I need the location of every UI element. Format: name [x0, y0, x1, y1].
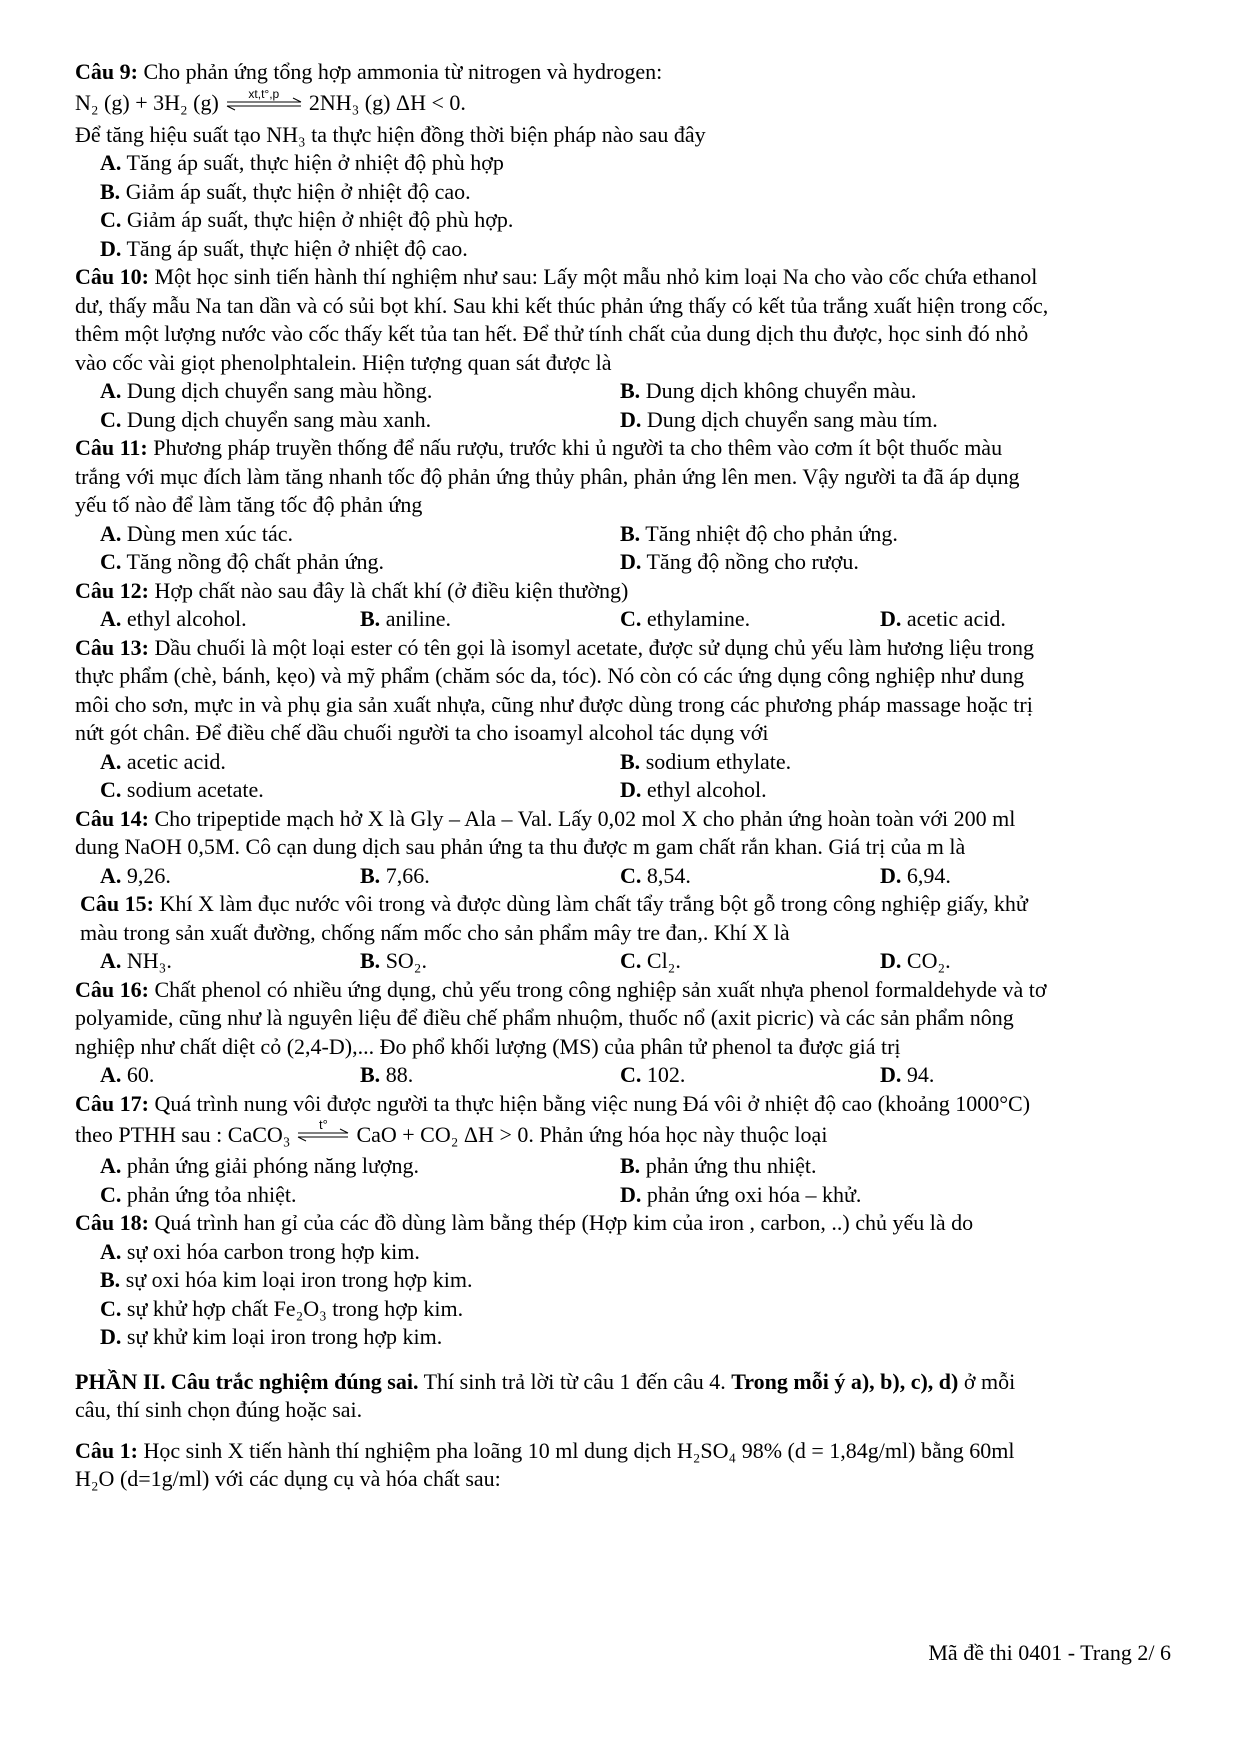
option-a[interactable]: A. phản ứng giải phóng năng lượng.	[100, 1153, 420, 1178]
question-label: Câu 15:	[80, 891, 154, 916]
option-d[interactable]: D. 6,94.	[880, 862, 951, 888]
answer-options	[100, 748, 1185, 805]
option-a[interactable]: A. Dung dịch chuyển sang màu hồng.	[100, 378, 433, 403]
answer-options	[100, 947, 1185, 976]
option-b[interactable]: B. SO₂.	[360, 948, 427, 973]
option-c[interactable]: C. 8,54.	[620, 862, 691, 888]
equation-products: CaO + CO₂ ΔH > 0. Phản ứng hóa học này thuộc loại	[356, 1121, 828, 1147]
option-b[interactable]: B. phản ứng thu nhiệt.	[620, 1153, 817, 1178]
question-label: Câu 17:	[75, 1090, 149, 1116]
option-d[interactable]: D. Tăng độ nồng cho rượu.	[620, 549, 859, 574]
option-b[interactable]: B. 88.	[360, 1062, 414, 1087]
question-16: Câu 16: Chất phenol có nhiều ứng dụng, chủ yếu trong công nghiệp sản xuất nhựa phenol formaldehyde và tơ polyamide, cũng như là nguyên liệu để điều chế phẩm nhuộm, thuốc nổ (axit picric) và các sản phẩm nông nghiệp như chất diệt cỏ (2,4-D),... Đo phổ khối lượng (MS) của phân tử phenol ta được giá trị A. 60. B. 88. C. 102. D. 94.	[75, 976, 1185, 1090]
question-15: Câu 15: Khí X làm đục nước vôi trong và được dùng làm chất tẩy trắng bột gỗ trong công nghiệp giấy, khử màu trong sản xuất đường, chống nấm mốc cho sản phẩm mây tre đan,. Khí X là A. NH₃. B. SO₂. C. Cl₂. D. CO₂.	[75, 890, 1185, 976]
option-d[interactable]: D. phản ứng oxi hóa – khử.	[620, 1181, 862, 1207]
option-b[interactable]: B. Dung dịch không chuyển màu.	[620, 378, 917, 403]
question-label: Câu 1:	[75, 1437, 138, 1463]
section-2-header: PHẦN II. Câu trắc nghiệm đúng sai. Thí sinh trả lời từ câu 1 đến câu 4. Trong mỗi ý a), b), c), d) ở mỗi câu, thí sinh chọn đúng hoặc sai.	[75, 1368, 1016, 1422]
option-a[interactable]: A. Dùng men xúc tác.	[100, 520, 294, 546]
answer-options	[100, 605, 1185, 634]
option-a[interactable]: A. ethyl alcohol.	[100, 606, 247, 631]
option-d[interactable]: D. sự khử kim loại iron trong hợp kim.	[100, 1324, 443, 1349]
option-c[interactable]: C. ethylamine.	[620, 606, 751, 631]
option-a[interactable]: A. 60.	[100, 1062, 155, 1087]
question-13: Câu 13: Dầu chuối là một loại ester có tên gọi là isomyl acetate, được sử dụng chủ yếu làm hương liệu trong thực phẩm (chè, bánh, kẹo) và mỹ phẩm (chăm sóc da, tóc). Nó còn có các ứng dụng công nghiệp như dung môi cho sơn, mực in và phụ gia sản xuất nhựa, cũng như được dùng trong các phương pháp massage hoặc trị nứt gót chân. Để điều chế dầu chuối người ta cho isoamyl alcohol tác dụng với A. acetic acid. B. sodium ethylate. C. sodium acetate. D. ethyl alcohol.	[75, 634, 1185, 805]
option-d[interactable]: D. 94.	[880, 1062, 935, 1087]
option-d[interactable]: D. Tăng áp suất, thực hiện ở nhiệt độ cao.	[100, 235, 468, 261]
exam-page	[75, 58, 1185, 1494]
question-label: Câu 11:	[75, 435, 148, 460]
reaction-conditions: xt,t°,p	[248, 86, 280, 101]
question-label: Câu 14:	[75, 805, 149, 831]
answer-options	[100, 149, 1185, 263]
page-footer: Mã đề thi 0401 - Trang 2/ 6	[928, 1640, 1171, 1665]
reaction-equation	[75, 87, 1185, 121]
option-a[interactable]: A. Tăng áp suất, thực hiện ở nhiệt độ phù hợp	[100, 150, 504, 175]
question-17: Câu 17: Quá trình nung vôi được người ta thực hiện bằng việc nung Đá vôi ở nhiệt độ cao (khoảng 1000°C) theo PTHH sau : CaCO₃ t° CaO + CO₂ ΔH > 0. Phản ứng hóa học này thuộc loại A. phản ứng giải phóng năng lượng. B. phản ứng thu nhiệt. C. phản ứng tỏa nhiệt. D. phản ứng oxi hóa – khử.	[75, 1090, 1185, 1210]
option-d[interactable]: D. acetic acid.	[880, 606, 1006, 631]
question-text: Cho phản ứng tổng hợp ammonia từ nitrogen và hydrogen:	[137, 59, 663, 84]
option-c[interactable]: C. 102.	[620, 1062, 686, 1087]
option-b[interactable]: B. Giảm áp suất, thực hiện ở nhiệt độ cao.	[100, 178, 471, 204]
answer-options	[100, 862, 1185, 891]
option-b[interactable]: B. sodium ethylate.	[620, 748, 792, 774]
answer-options	[100, 520, 1185, 577]
option-a[interactable]: A. sự oxi hóa carbon trong hợp kim.	[100, 1238, 420, 1264]
equation-reactants: theo PTHH sau : CaCO₃	[75, 1121, 291, 1147]
option-b[interactable]: B. Tăng nhiệt độ cho phản ứng.	[620, 520, 898, 546]
option-a[interactable]: A. acetic acid.	[100, 748, 226, 774]
option-c[interactable]: C. sự khử hợp chất Fe₂O₃ trong hợp kim.	[100, 1295, 464, 1321]
option-d[interactable]: D. ethyl alcohol.	[620, 777, 767, 802]
question-label: Câu 9:	[75, 59, 138, 84]
option-c[interactable]: C. sodium acetate.	[100, 777, 264, 802]
option-c[interactable]: C. Giảm áp suất, thực hiện ở nhiệt độ phù hợp.	[100, 207, 514, 232]
question-14: Câu 14: Cho tripeptide mạch hở X là Gly – Ala – Val. Lấy 0,02 mol X cho phản ứng hoàn toàn với 200 ml dung NaOH 0,5M. Cô cạn dung dịch sau phản ứng ta thu được m gam chất rắn khan. Giá trị của m là A. 9,26. B. 7,66. C. 8,54. D. 6,94.	[75, 805, 1185, 891]
reaction-equation	[75, 1118, 1185, 1152]
question-label: Câu 13:	[75, 634, 149, 660]
question-label: Câu 12:	[75, 577, 149, 603]
option-c[interactable]: C. Cl₂.	[620, 948, 681, 973]
option-b[interactable]: B. aniline.	[360, 606, 452, 631]
option-c[interactable]: C. phản ứng tỏa nhiệt.	[100, 1181, 297, 1207]
question-11: Câu 11: Phương pháp truyền thống để nấu rượu, trước khi ủ người ta cho thêm vào cơm ít bột thuốc màu trắng với mục đích làm tăng nhanh tốc độ phản ứng thủy phân, phản ứng lên men. Vậy người ta đã áp dụng yếu tố nào để làm tăng tốc độ phản ứng A. Dùng men xúc tác. B. Tăng nhiệt độ cho phản ứng. C. Tăng nồng độ chất phản ứng. D. Tăng độ nồng cho rượu.	[75, 434, 1185, 577]
section-title: PHẦN II. Câu trắc nghiệm đúng sai.	[75, 1368, 419, 1394]
equilibrium-arrow-icon	[225, 86, 303, 116]
equation-products: 2NH₃ (g) ΔH < 0.	[308, 90, 466, 116]
option-d[interactable]: D. CO₂.	[880, 948, 951, 973]
option-a[interactable]: A. NH₃.	[100, 948, 172, 973]
answer-options	[100, 1238, 1185, 1352]
question-stem: Để tăng hiệu suất tạo NH₃ ta thực hiện đồng thời biện pháp nào sau đây	[75, 121, 706, 147]
part2-question-1: Câu 1: Học sinh X tiến hành thí nghiệm pha loãng 10 ml dung dịch H₂SO₄ 98% (d = 1,84g/ml) bằng 60ml H₂O (d=1g/ml) với các dụng cụ và hóa chất sau:	[75, 1437, 1015, 1491]
question-18: Câu 18: Quá trình han gỉ của các đồ dùng làm bằng thép (Hợp kim của iron , carbon, ..) chủ yếu là do A. sự oxi hóa carbon trong hợp kim. B. sự oxi hóa kim loại iron trong hợp kim. C. sự khử hợp chất Fe₂O₃ trong hợp kim. D. sự khử kim loại iron trong hợp kim.	[75, 1209, 1185, 1352]
option-c[interactable]: C. Dung dịch chuyển sang màu xanh.	[100, 406, 432, 432]
option-b[interactable]: B. sự oxi hóa kim loại iron trong hợp kim.	[100, 1267, 473, 1292]
answer-options	[100, 1152, 1185, 1209]
question-label: Câu 18:	[75, 1210, 149, 1235]
question-12: Câu 12: Hợp chất nào sau đây là chất khí (ở điều kiện thường) A. ethyl alcohol. B. aniline. C. ethylamine. D. acetic acid.	[75, 577, 1185, 634]
equilibrium-arrow-icon	[296, 1117, 350, 1147]
answer-options	[100, 1061, 1185, 1090]
question-label: Câu 16:	[75, 976, 149, 1002]
option-c[interactable]: C. Tăng nồng độ chất phản ứng.	[100, 549, 385, 574]
reaction-conditions: t°	[319, 1117, 328, 1132]
option-a[interactable]: A. 9,26.	[100, 862, 171, 888]
question-9	[75, 58, 1185, 263]
question-label: Câu 10:	[75, 264, 149, 289]
question-10: Câu 10: Một học sinh tiến hành thí nghiệm như sau: Lấy một mẫu nhỏ kim loại Na cho vào cốc chứa ethanol dư, thấy mẫu Na tan dần và có sủi bọt khí. Sau khi kết thúc phản ứng thấy có kết tủa trắng xuất hiện trong cốc, thêm một lượng nước vào cốc thấy kết tủa tan hết. Để thử tính chất của dung dịch thu được, học sinh đó nhỏ vào cốc vài giọt phenolphtalein. Hiện tượng quan sát được là A. Dung dịch chuyển sang màu hồng. B. Dung dịch không chuyển màu. C. Dung dịch chuyển sang màu xanh. D. Dung dịch chuyển sang màu tím.	[75, 263, 1185, 434]
option-d[interactable]: D. Dung dịch chuyển sang màu tím.	[620, 406, 938, 432]
equation-reactants: N₂ (g) + 3H₂ (g)	[75, 90, 219, 116]
answer-options	[100, 377, 1185, 434]
option-b[interactable]: B. 7,66.	[360, 862, 430, 888]
